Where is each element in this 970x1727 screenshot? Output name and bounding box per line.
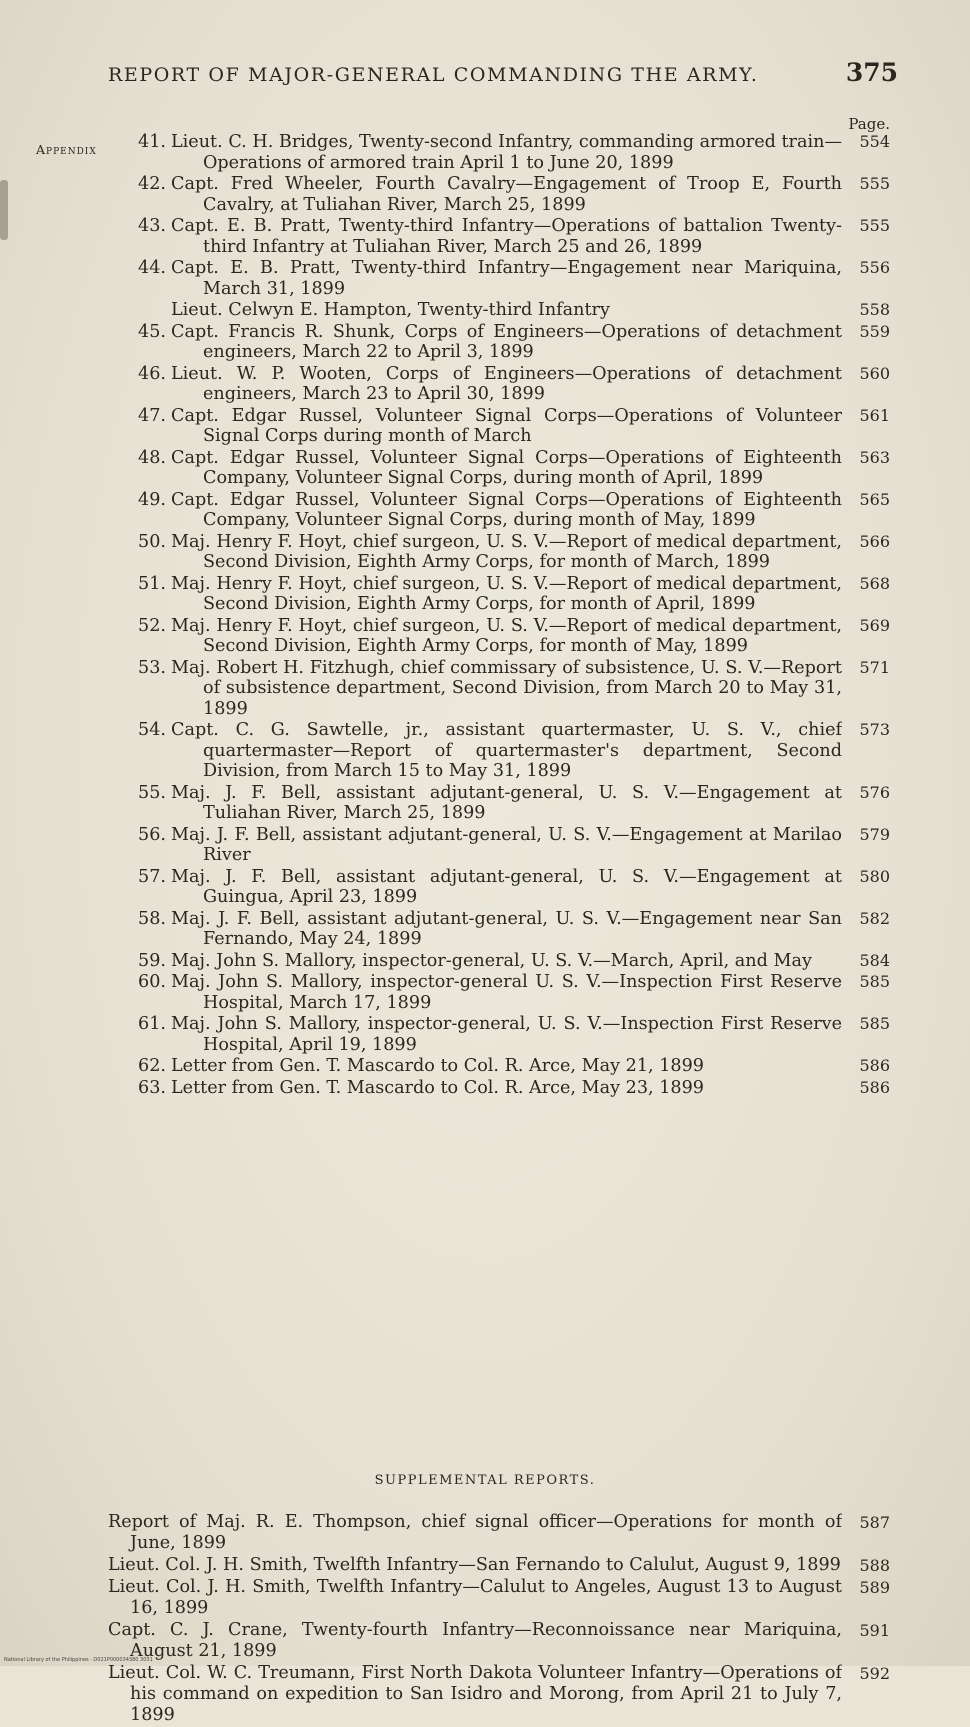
supplemental-page: 587: [859, 1513, 890, 1532]
entry-title: Maj. J. F. Bell, assistant adjutant-general, U. S. V.—Engagement at Marilao River: [171, 824, 842, 865]
entry-page: 559: [859, 321, 890, 341]
entry-number: 57.: [138, 866, 166, 887]
entry-number: 53.: [138, 657, 166, 678]
supplemental-title-text: Capt. C. J. Crane, Twenty-fourth Infantry—Reconnoissance near Mariquina, August 21, 1899: [108, 1620, 842, 1661]
entry-title: Capt. Edgar Russel, Volunteer Signal Corps—Operations of Eighteenth Company, Volunteer Signal Corps, during month of May, 1899: [171, 489, 842, 530]
entry-title: Maj. Henry F. Hoyt, chief surgeon, U. S. V.—Report of medical department, Second Division, Eighth Army Corps, for month of April, 1899: [171, 573, 842, 614]
entry-page: 579: [859, 824, 890, 844]
appendix-entry: [138, 300, 890, 321]
entry-title: Capt. Francis R. Shunk, Corps of Engineers—Operations of detachment engineers, March 22 to April 3, 1899: [171, 321, 842, 362]
appendix-entry: [138, 720, 890, 782]
supplemental-entry: [108, 1620, 890, 1662]
supplemental-page: 592: [859, 1664, 890, 1683]
entry-number: 54.: [138, 720, 166, 740]
appendix-entry: [138, 364, 890, 405]
appendix-entry: [138, 867, 890, 908]
entry-number: 56.: [138, 824, 166, 845]
entry-title: Maj. John S. Mallory, inspector-general, U. S. V.—March, April, and May: [171, 950, 812, 971]
entry-page: 556: [859, 258, 890, 277]
scan-footer: National Library of the Philippines · D021P000034380 3031: [4, 1657, 153, 1663]
appendix-entry: [138, 783, 890, 824]
appendix-entry: [138, 258, 890, 299]
entry-number: 63.: [138, 1077, 166, 1098]
supplemental-list: [108, 1512, 890, 1727]
appendix-label: Appendix: [36, 142, 97, 157]
entry-title: Maj. Robert H. Fitzhugh, chief commissary of subsistence, U. S. V.—Report of subsistence department, Second Division, from March 20 to May 31, 1899: [171, 657, 842, 719]
entry-title: Lieut. C. H. Bridges, Twenty-second Infantry, commanding armored train—Operations of armored train April 1 to June 20, 1899: [171, 132, 842, 173]
header-title: REPORT OF MAJOR-GENERAL COMMANDING THE ARMY.: [108, 64, 759, 86]
entry-page: 580: [859, 866, 890, 886]
appendix-entry: [138, 574, 890, 615]
entry-page: 561: [859, 405, 890, 425]
appendix-entry: [138, 972, 890, 1013]
entry-page: 555: [859, 174, 890, 193]
appendix-entry: [138, 216, 890, 257]
supplemental-title-text: Report of Maj. R. E. Thompson, chief signal officer—Operations for month of June, 1899: [108, 1512, 842, 1553]
appendix-entry: [138, 322, 890, 363]
appendix-entry: [138, 825, 890, 866]
page-column-label: Page.: [848, 115, 890, 133]
supplemental-entry: [108, 1663, 890, 1726]
entry-number: 49.: [138, 489, 166, 510]
entry-number: 47.: [138, 405, 166, 426]
supplemental-title-text: Lieut. Col. W. C. Treumann, First North Dakota Volunteer Infantry—Operations of his command on expedition to San Isidro and Morong, from April 21 to July 7, 1899: [108, 1663, 842, 1725]
appendix-entry: [138, 490, 890, 531]
entry-page: 571: [859, 657, 890, 677]
running-header: [108, 58, 898, 87]
appendix-entry: [138, 616, 890, 657]
appendix-list: [138, 132, 890, 1099]
entry-number: 50.: [138, 531, 166, 552]
supplemental-title-text: Lieut. Col. J. H. Smith, Twelfth Infantry—San Fernando to Calulut, August 9, 1899: [108, 1555, 841, 1575]
entry-title: Letter from Gen. T. Mascardo to Col. R. Arce, May 21, 1899: [171, 1056, 704, 1076]
entry-number: [138, 300, 171, 321]
entry-title: Capt. E. B. Pratt, Twenty-third Infantry—Operations of battalion Twenty-third Infantry at Tuliahan River, March 25 and 26, 1899: [171, 216, 842, 257]
entry-number: 44.: [138, 258, 166, 278]
entry-title: Capt. Fred Wheeler, Fourth Cavalry—Engagement of Troop E, Fourth Cavalry, at Tuliahan River, March 25, 1899: [171, 174, 842, 215]
entry-title: Capt. Edgar Russel, Volunteer Signal Corps—Operations of Volunteer Signal Corps during month of March: [171, 405, 842, 446]
entry-number: 46.: [138, 363, 166, 384]
appendix-entry: [138, 658, 890, 720]
appendix-entry: [138, 1078, 890, 1099]
supplemental-title-text: Lieut. Col. J. H. Smith, Twelfth Infantry—Calulut to Angeles, August 13 to August 16, 1899: [108, 1577, 842, 1618]
entry-page: 582: [859, 908, 890, 928]
entry-number: 48.: [138, 447, 166, 468]
entry-page: 576: [859, 782, 890, 802]
entry-number: 59.: [138, 950, 166, 971]
appendix-entry: [138, 532, 890, 573]
entry-page: 555: [859, 216, 890, 235]
entry-title: Lieut. W. P. Wooten, Corps of Engineers—Operations of detachment engineers, March 23 to April 30, 1899: [171, 363, 842, 404]
entry-number: 41.: [138, 132, 166, 152]
entry-title: Maj. J. F. Bell, assistant adjutant-general, U. S. V.—Engagement near San Fernando, May 24, 1899: [171, 908, 842, 949]
entry-page: 563: [859, 447, 890, 467]
entry-title: Capt. E. B. Pratt, Twenty-third Infantry—Engagement near Mariquina, March 31, 1899: [171, 258, 842, 299]
appendix-entry: [138, 909, 890, 950]
entry-page: 558: [859, 300, 890, 319]
entry-title: Letter from Gen. T. Mascardo to Col. R. Arce, May 23, 1899: [171, 1077, 704, 1098]
appendix-entry: [138, 406, 890, 447]
entry-page: 554: [859, 132, 890, 151]
entry-title: Maj. John S. Mallory, inspector-general, U. S. V.—Inspection First Reserve Hospital, April 19, 1899: [171, 1014, 842, 1055]
entry-title: Capt. Edgar Russel, Volunteer Signal Corps—Operations of Eighteenth Company, Volunteer Signal Corps, during month of April, 1899: [171, 447, 842, 488]
entry-page: 569: [859, 615, 890, 635]
entry-page: 584: [859, 950, 890, 970]
supplemental-page: 589: [859, 1578, 890, 1597]
entry-number: 43.: [138, 216, 166, 236]
entry-page: 585: [859, 972, 890, 991]
appendix-entry: [138, 951, 890, 972]
entry-number: 62.: [138, 1056, 166, 1076]
entry-page: 560: [859, 363, 890, 383]
appendix-entry: [138, 448, 890, 489]
entry-number: 60.: [138, 972, 166, 992]
entry-page: 585: [859, 1014, 890, 1033]
entry-number: 42.: [138, 174, 166, 194]
entry-title: Maj. J. F. Bell, assistant adjutant-general, U. S. V.—Engagement at Tuliahan River, March 25, 1899: [171, 782, 842, 823]
entry-title: Maj. Henry F. Hoyt, chief surgeon, U. S. V.—Report of medical department, Second Division, Eighth Army Corps, for month of May, 1899: [171, 615, 842, 656]
supplemental-entry: [108, 1555, 890, 1576]
appendix-entry: [138, 132, 890, 173]
entry-page: 586: [859, 1056, 890, 1075]
entry-number: 45.: [138, 321, 166, 342]
supplemental-page: 591: [859, 1621, 890, 1640]
entry-page: 566: [859, 531, 890, 551]
supplemental-page: 588: [859, 1556, 890, 1575]
entry-title: Maj. John S. Mallory, inspector-general U. S. V.—Inspection First Reserve Hospital, March 17, 1899: [171, 972, 842, 1013]
supplemental-title: SUPPLEMENTAL REPORTS.: [374, 1473, 596, 1488]
entry-page: 573: [859, 720, 890, 739]
page-number: 375: [845, 58, 898, 87]
entry-title: Maj. J. F. Bell, assistant adjutant-general, U. S. V.—Engagement at Guingua, April 23, 1899: [171, 866, 842, 907]
entry-title: Capt. C. G. Sawtelle, jr., assistant quartermaster, U. S. V., chief quartermaster—Report of quartermaster's department, Second Division, from March 15 to May 31, 1899: [171, 720, 842, 781]
entry-number: 52.: [138, 615, 166, 636]
entry-number: 51.: [138, 573, 166, 594]
appendix-entry: [138, 1014, 890, 1055]
supplemental-entry: [108, 1577, 890, 1619]
entry-page: 565: [859, 489, 890, 509]
entry-number: 55.: [138, 782, 166, 803]
entry-title: Lieut. Celwyn E. Hampton, Twenty-third Infantry: [171, 300, 610, 320]
supplemental-entry: [108, 1512, 890, 1554]
appendix-entry: [138, 1056, 890, 1077]
entry-page: 568: [859, 573, 890, 593]
entry-page: 586: [859, 1077, 890, 1097]
appendix-entry: [138, 174, 890, 215]
entry-number: 58.: [138, 908, 166, 929]
entry-title: Maj. Henry F. Hoyt, chief surgeon, U. S. V.—Report of medical department, Second Division, Eighth Army Corps, for month of March, 1899: [171, 531, 842, 572]
entry-number: 61.: [138, 1014, 166, 1034]
scan-mark: [0, 180, 8, 240]
